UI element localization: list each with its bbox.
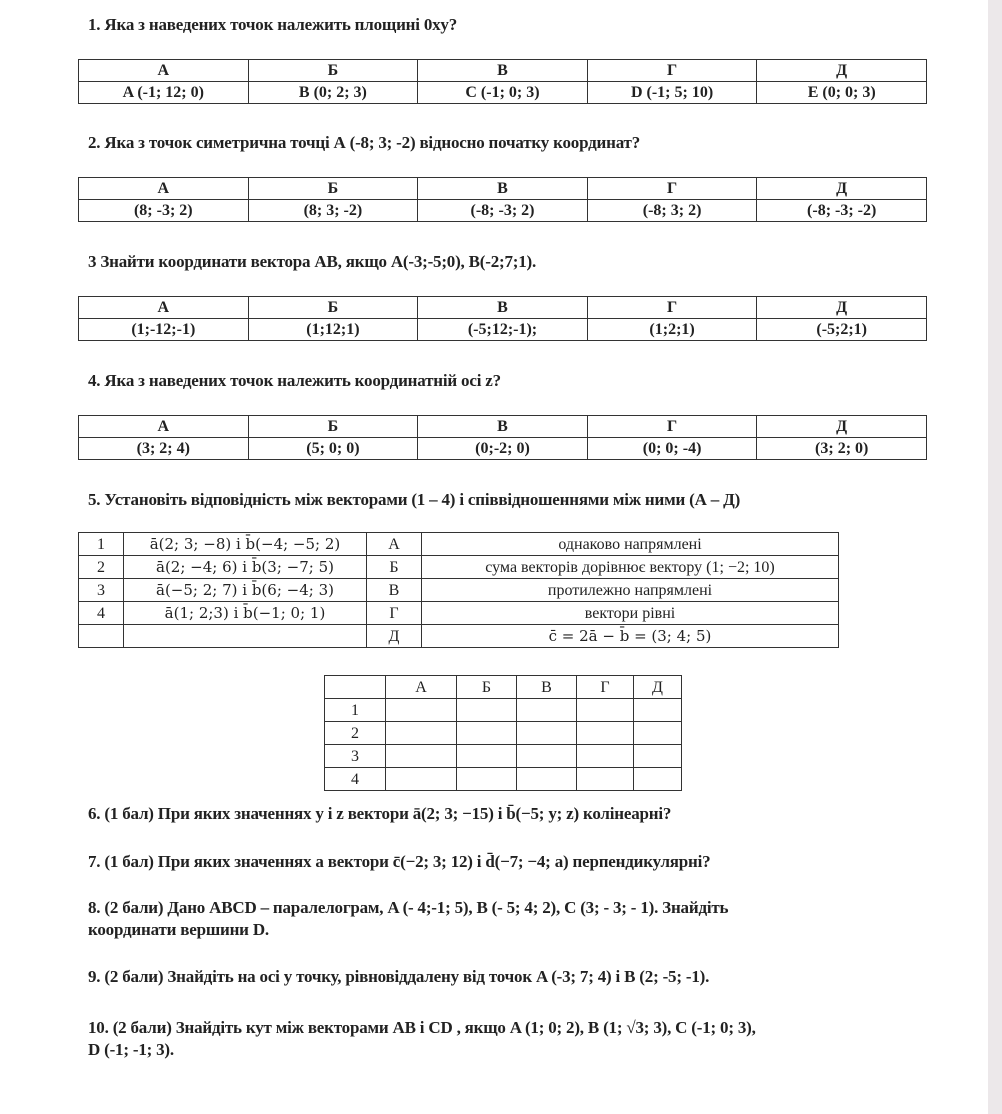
q3-option-d: (-5;2;1) bbox=[757, 319, 927, 341]
grid-cell[interactable] bbox=[577, 699, 634, 722]
match-relation: c̄ = 2ā − b̄ = (3; 4; 5) bbox=[422, 625, 839, 648]
question-10-line-1: 10. (2 бали) Знайдіть кут між векторами AB і CD , якщо A (1; 0; 2), B (1; √3; 3), C (-1; 0; 3), bbox=[88, 1018, 756, 1037]
question-10-line-2: D (-1; -1; 3). bbox=[88, 1040, 174, 1059]
q1-option-d: E (0; 0; 3) bbox=[757, 82, 927, 104]
grid-row-label: 2 bbox=[325, 722, 386, 745]
q3-option-v: (-5;12;-1); bbox=[418, 319, 588, 341]
q5-matching-table bbox=[78, 532, 839, 648]
q2-option-b: (8; 3; -2) bbox=[248, 200, 418, 222]
grid-cell[interactable] bbox=[634, 745, 682, 768]
grid-cell[interactable] bbox=[457, 768, 517, 791]
grid-cell[interactable] bbox=[457, 699, 517, 722]
match-vectors: ā(1; 2;3) і b̄(−1; 0; 1) bbox=[124, 602, 367, 625]
match-row bbox=[79, 556, 839, 579]
q4-header-v: В bbox=[418, 416, 588, 438]
page-edge bbox=[988, 0, 1002, 1114]
q1-header-a: А bbox=[79, 60, 249, 82]
match-letter: А bbox=[367, 533, 422, 556]
question-7: 7. (1 бал) При яких значеннях a вектори c̄(−2; 3; 12) і d̄(−7; −4; a) перпендикулярні? bbox=[88, 852, 711, 871]
match-row bbox=[79, 533, 839, 556]
q4-header-a: А bbox=[79, 416, 249, 438]
match-relation: сума векторів дорівнює вектору (1; −2; 10) bbox=[422, 556, 839, 579]
q2-option-v: (-8; -3; 2) bbox=[418, 200, 588, 222]
grid-cell[interactable] bbox=[386, 699, 457, 722]
q3-header-a: А bbox=[79, 297, 249, 319]
grid-row-label: 4 bbox=[325, 768, 386, 791]
q2-option-g: (-8; 3; 2) bbox=[587, 200, 757, 222]
grid-cell[interactable] bbox=[577, 745, 634, 768]
q2-header-b: Б bbox=[248, 178, 418, 200]
match-letter: Д bbox=[367, 625, 422, 648]
q4-answer-table bbox=[78, 415, 927, 460]
grid-cell[interactable] bbox=[517, 699, 577, 722]
q1-answer-table bbox=[78, 59, 927, 104]
match-row bbox=[79, 602, 839, 625]
grid-cell[interactable] bbox=[517, 722, 577, 745]
match-relation: вектори рівні bbox=[422, 602, 839, 625]
match-num: 3 bbox=[79, 579, 124, 602]
match-vectors bbox=[124, 625, 367, 648]
grid-col-b: Б bbox=[457, 676, 517, 699]
match-relation: однаково напрямлені bbox=[422, 533, 839, 556]
q4-option-a: (3; 2; 4) bbox=[79, 438, 249, 460]
grid-cell[interactable] bbox=[517, 768, 577, 791]
grid-cell[interactable] bbox=[577, 722, 634, 745]
q2-header-a: А bbox=[79, 178, 249, 200]
grid-col-v: В bbox=[517, 676, 577, 699]
q4-option-g: (0; 0; -4) bbox=[587, 438, 757, 460]
q3-option-b: (1;12;1) bbox=[248, 319, 418, 341]
q4-option-b: (5; 0; 0) bbox=[248, 438, 418, 460]
q2-answer-table bbox=[78, 177, 927, 222]
grid-row-label: 1 bbox=[325, 699, 386, 722]
question-8-line-1: 8. (2 бали) Дано ABCD – паралелограм, A (- 4;-1; 5), B (- 5; 4; 2), C (3; - 3; - 1). Знайдіть bbox=[88, 898, 729, 917]
grid-cell[interactable] bbox=[457, 722, 517, 745]
grid-row-label: 3 bbox=[325, 745, 386, 768]
grid-cell[interactable] bbox=[386, 722, 457, 745]
match-num bbox=[79, 625, 124, 648]
question-9: 9. (2 бали) Знайдіть на осі y точку, рівновіддалену від точок A (-3; 7; 4) і B (2; -5; -1). bbox=[88, 967, 710, 986]
q3-header-b: Б bbox=[248, 297, 418, 319]
match-num: 1 bbox=[79, 533, 124, 556]
q1-header-v: В bbox=[418, 60, 588, 82]
q4-header-b: Б bbox=[248, 416, 418, 438]
q3-option-a: (1;-12;-1) bbox=[79, 319, 249, 341]
q3-option-g: (1;2;1) bbox=[587, 319, 757, 341]
match-vectors: ā(2; −4; 6) і b̄(3; −7; 5) bbox=[124, 556, 367, 579]
q1-option-g: D (-1; 5; 10) bbox=[587, 82, 757, 104]
grid-cell[interactable] bbox=[386, 768, 457, 791]
q3-header-d: Д bbox=[757, 297, 927, 319]
match-row bbox=[79, 625, 839, 648]
grid-corner bbox=[325, 676, 386, 699]
match-relation: протилежно напрямлені bbox=[422, 579, 839, 602]
grid-cell[interactable] bbox=[634, 722, 682, 745]
match-vectors: ā(2; 3; −8) і b̄(−4; −5; 2) bbox=[124, 533, 367, 556]
q2-option-a: (8; -3; 2) bbox=[79, 200, 249, 222]
q1-option-b: B (0; 2; 3) bbox=[248, 82, 418, 104]
q2-header-g: Г bbox=[587, 178, 757, 200]
grid-cell[interactable] bbox=[386, 745, 457, 768]
question-6: 6. (1 бал) При яких значеннях y і z вектори ā(2; 3; −15) і b̄(−5; y; z) колінеарні? bbox=[88, 804, 672, 823]
q3-header-v: В bbox=[418, 297, 588, 319]
q4-option-d: (3; 2; 0) bbox=[757, 438, 927, 460]
question-8-line-2: координати вершини D. bbox=[88, 920, 269, 939]
q2-header-d: Д bbox=[757, 178, 927, 200]
match-vectors: ā(−5; 2; 7) і b̄(6; −4; 3) bbox=[124, 579, 367, 602]
q1-option-v: C (-1; 0; 3) bbox=[418, 82, 588, 104]
grid-cell[interactable] bbox=[517, 745, 577, 768]
grid-cell[interactable] bbox=[634, 699, 682, 722]
match-letter: Б bbox=[367, 556, 422, 579]
match-num: 2 bbox=[79, 556, 124, 579]
q1-header-d: Д bbox=[757, 60, 927, 82]
grid-col-g: Г bbox=[577, 676, 634, 699]
q1-header-b: Б bbox=[248, 60, 418, 82]
question-1: 1. Яка з наведених точок належить площині 0xy? bbox=[88, 15, 458, 34]
q4-header-g: Г bbox=[587, 416, 757, 438]
q4-header-d: Д bbox=[757, 416, 927, 438]
grid-col-a: А bbox=[386, 676, 457, 699]
match-num: 4 bbox=[79, 602, 124, 625]
grid-cell[interactable] bbox=[634, 768, 682, 791]
q4-option-v: (0;-2; 0) bbox=[418, 438, 588, 460]
match-letter: Г bbox=[367, 602, 422, 625]
q2-header-v: В bbox=[418, 178, 588, 200]
grid-cell[interactable] bbox=[577, 768, 634, 791]
question-2: 2. Яка з точок симетрична точці А (-8; 3; -2) відносно початку координат? bbox=[88, 133, 641, 152]
question-4: 4. Яка з наведених точок належить координатній осі z? bbox=[88, 371, 501, 390]
q2-option-d: (-8; -3; -2) bbox=[757, 200, 927, 222]
question-5: 5. Установіть відповідність між векторами (1 – 4) і співвідношеннями між ними (А – Д) bbox=[88, 490, 741, 509]
q1-option-a: A (-1; 12; 0) bbox=[79, 82, 249, 104]
q3-header-g: Г bbox=[587, 297, 757, 319]
match-letter: В bbox=[367, 579, 422, 602]
q3-answer-table bbox=[78, 296, 927, 341]
q1-header-g: Г bbox=[587, 60, 757, 82]
grid-cell[interactable] bbox=[457, 745, 517, 768]
grid-col-d: Д bbox=[634, 676, 682, 699]
match-row bbox=[79, 579, 839, 602]
q5-answer-grid bbox=[324, 675, 682, 791]
question-3: 3 Знайти координати вектора АВ, якщо А(-3;-5;0), В(-2;7;1). bbox=[88, 252, 537, 271]
